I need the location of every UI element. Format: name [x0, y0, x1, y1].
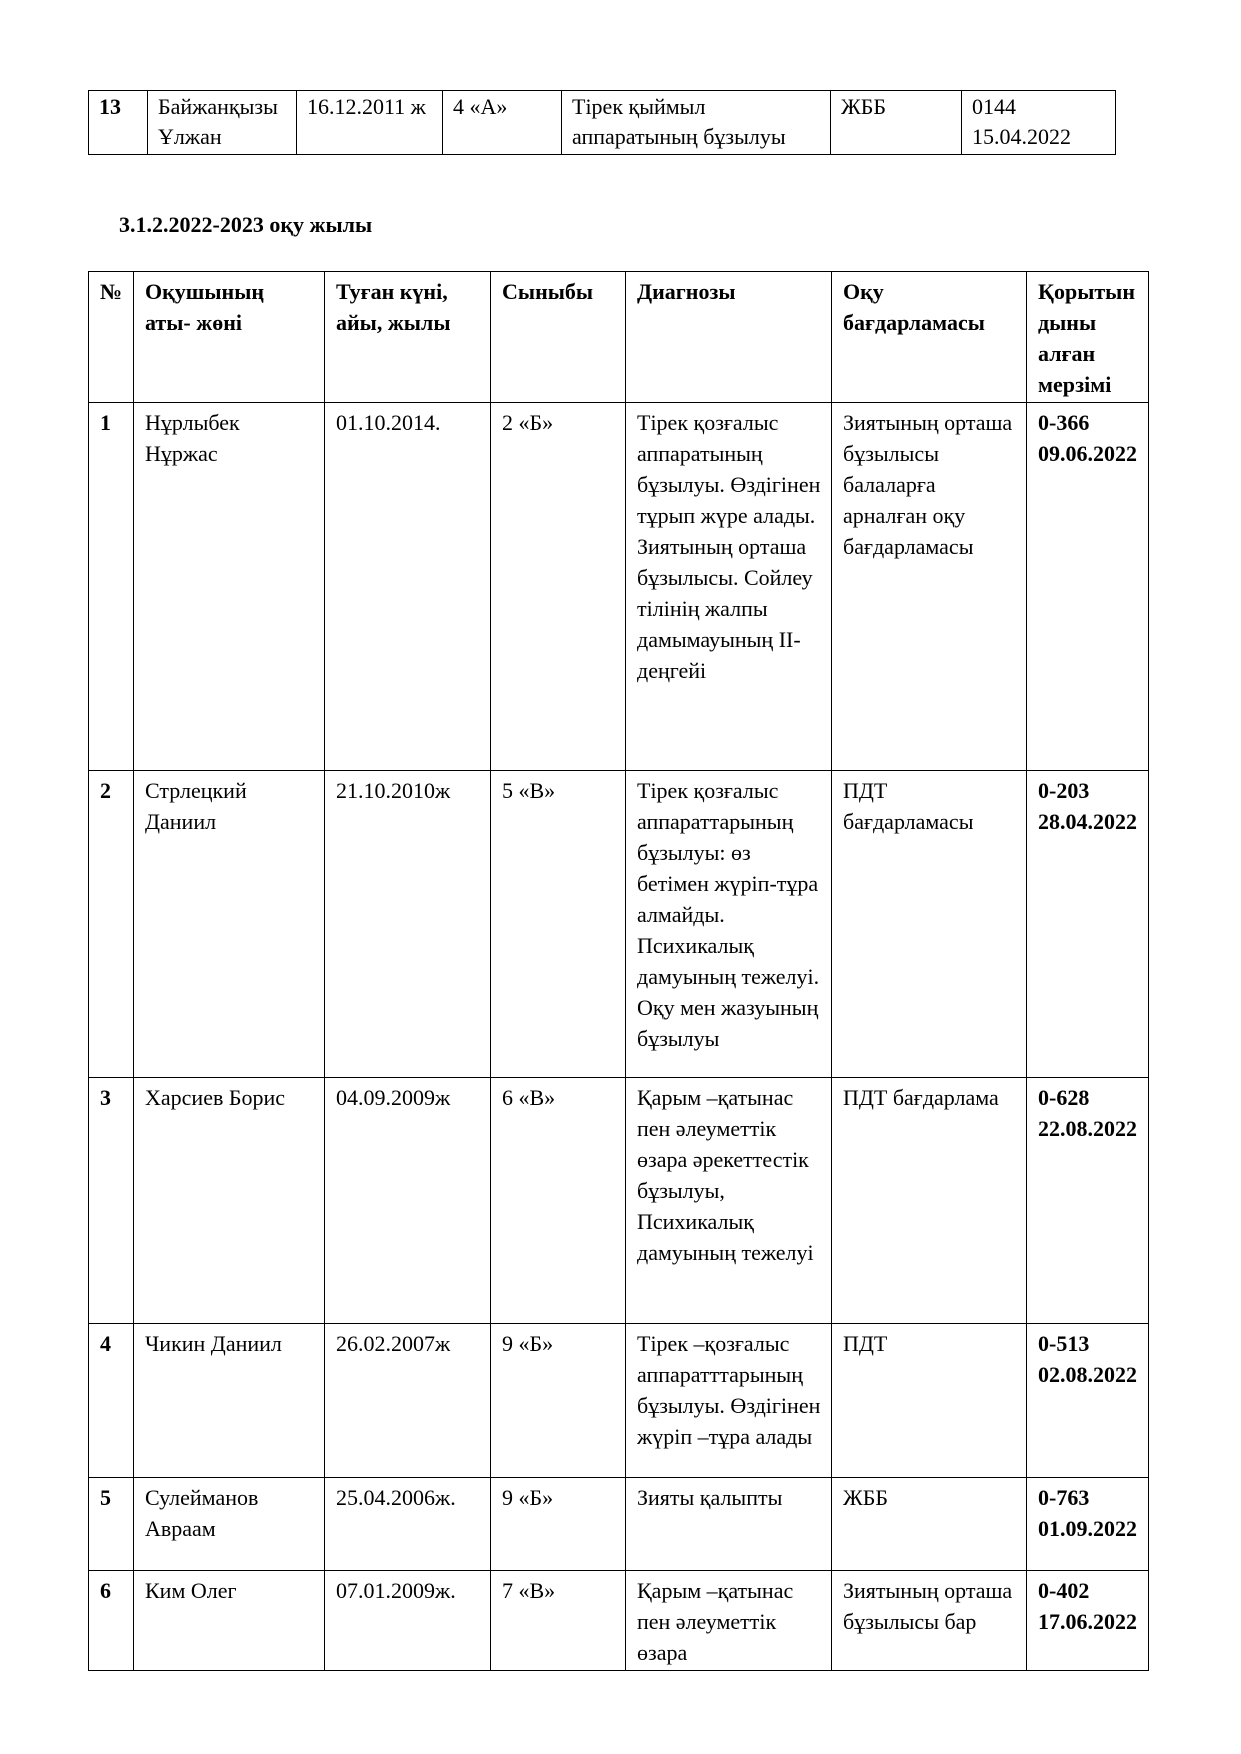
student-name: Чикин Даниил: [134, 1324, 325, 1478]
section-heading: 3.1.2.2022-2023 оқу жылы: [119, 212, 373, 237]
student-name: Сулейманов Авраам: [134, 1478, 325, 1571]
class-name: 6 «В»: [491, 1078, 626, 1324]
class-name: 4 «А»: [443, 91, 562, 155]
class-name: 5 «В»: [491, 771, 626, 1078]
diagnosis: Тірек –қозғалыс аппаратттарының бұзылуы. Өздігінен жүріп –тұра алады: [626, 1324, 832, 1478]
conclusion-date: 0-513 02.08.2022: [1027, 1324, 1149, 1478]
program: Зиятының орташа бұзылысы бар: [832, 1571, 1027, 1671]
header-num: №: [89, 272, 134, 403]
class-name: 9 «Б»: [491, 1478, 626, 1571]
header-birth: Туған күні, айы, жылы: [325, 272, 491, 403]
student-name: Байжанқызы Ұлжан: [148, 91, 297, 155]
diagnosis: Тірек қозғалыс аппараттарының бұзылуы: өз бетімен жүріп-тұра алмайды. Психикалық дамуының тежелуі. Оқу мен жазуының бұзылуы: [626, 771, 832, 1078]
row-number: 13: [89, 91, 148, 155]
diagnosis: Қарым –қатынас пен әлеуметтік өзара әрекеттестік бұзылуы, Психикалық дамуының тежелуі: [626, 1078, 832, 1324]
diagnosis: Зияты қалыпты: [626, 1478, 832, 1571]
student-name: Стрлецкий Даниил: [134, 771, 325, 1078]
program: ЖББ: [832, 1478, 1027, 1571]
row-number: 2: [89, 771, 134, 1078]
birth-date: 07.01.2009ж.: [325, 1571, 491, 1671]
student-name: Ким Олег: [134, 1571, 325, 1671]
birth-date: 16.12.2011 ж: [297, 91, 443, 155]
header-conclusion: Қорытындыны алған мерзімі: [1027, 272, 1149, 403]
class-name: 2 «Б»: [491, 403, 626, 771]
table-row: [89, 91, 1116, 155]
conclusion-date: 0-763 01.09.2022: [1027, 1478, 1149, 1571]
birth-date: 26.02.2007ж: [325, 1324, 491, 1478]
header-diagnosis: Диагнозы: [626, 272, 832, 403]
conclusion-date: 0-402 17.06.2022: [1027, 1571, 1149, 1671]
birth-date: 25.04.2006ж.: [325, 1478, 491, 1571]
header-class: Сыныбы: [491, 272, 626, 403]
conclusion-date: 0144 15.04.2022: [962, 91, 1116, 155]
table-row: [89, 1478, 1149, 1571]
diagnosis: Тірек қозғалыс аппаратының бұзылуы. Өздігінен тұрып жүре алады. Зиятының орташа бұзылысы. Сойлеу тілінің жалпы дамымауының ІІ-деңгейі: [626, 403, 832, 771]
birth-date: 01.10.2014.: [325, 403, 491, 771]
student-name: Харсиев Борис: [134, 1078, 325, 1324]
row-number: 3: [89, 1078, 134, 1324]
conclusion-date: 0-203 28.04.2022: [1027, 771, 1149, 1078]
diagnosis: Тірек қыймыл аппаратының бұзылуы: [562, 91, 831, 155]
table-row: [89, 403, 1149, 771]
program: ПДТ бағдарлама: [832, 1078, 1027, 1324]
program: ЖББ: [831, 91, 962, 155]
program: ПДТ: [832, 1324, 1027, 1478]
row-number: 4: [89, 1324, 134, 1478]
conclusion-date: 0-628 22.08.2022: [1027, 1078, 1149, 1324]
previous-students-table: [88, 90, 1116, 155]
header-program: Оқу бағдарламасы: [832, 272, 1027, 403]
header-name: Оқушының аты- жөні: [134, 272, 325, 403]
birth-date: 21.10.2010ж: [325, 771, 491, 1078]
birth-date: 04.09.2009ж: [325, 1078, 491, 1324]
header-row: [89, 272, 1149, 403]
table-row: [89, 1324, 1149, 1478]
conclusion-date: 0-366 09.06.2022: [1027, 403, 1149, 771]
class-name: 7 «В»: [491, 1571, 626, 1671]
row-number: 6: [89, 1571, 134, 1671]
class-name: 9 «Б»: [491, 1324, 626, 1478]
row-number: 5: [89, 1478, 134, 1571]
program: Зиятының орташа бұзылысы балаларға арналған оқу бағдарламасы: [832, 403, 1027, 771]
students-table: [88, 271, 1149, 1671]
program: ПДТ бағдарламасы: [832, 771, 1027, 1078]
row-number: 1: [89, 403, 134, 771]
table-row: [89, 1078, 1149, 1324]
table-row: [89, 1571, 1149, 1671]
student-name: Нұрлыбек Нұржас: [134, 403, 325, 771]
table-row: [89, 771, 1149, 1078]
diagnosis: Қарым –қатынас пен әлеуметтік өзара: [626, 1571, 832, 1671]
